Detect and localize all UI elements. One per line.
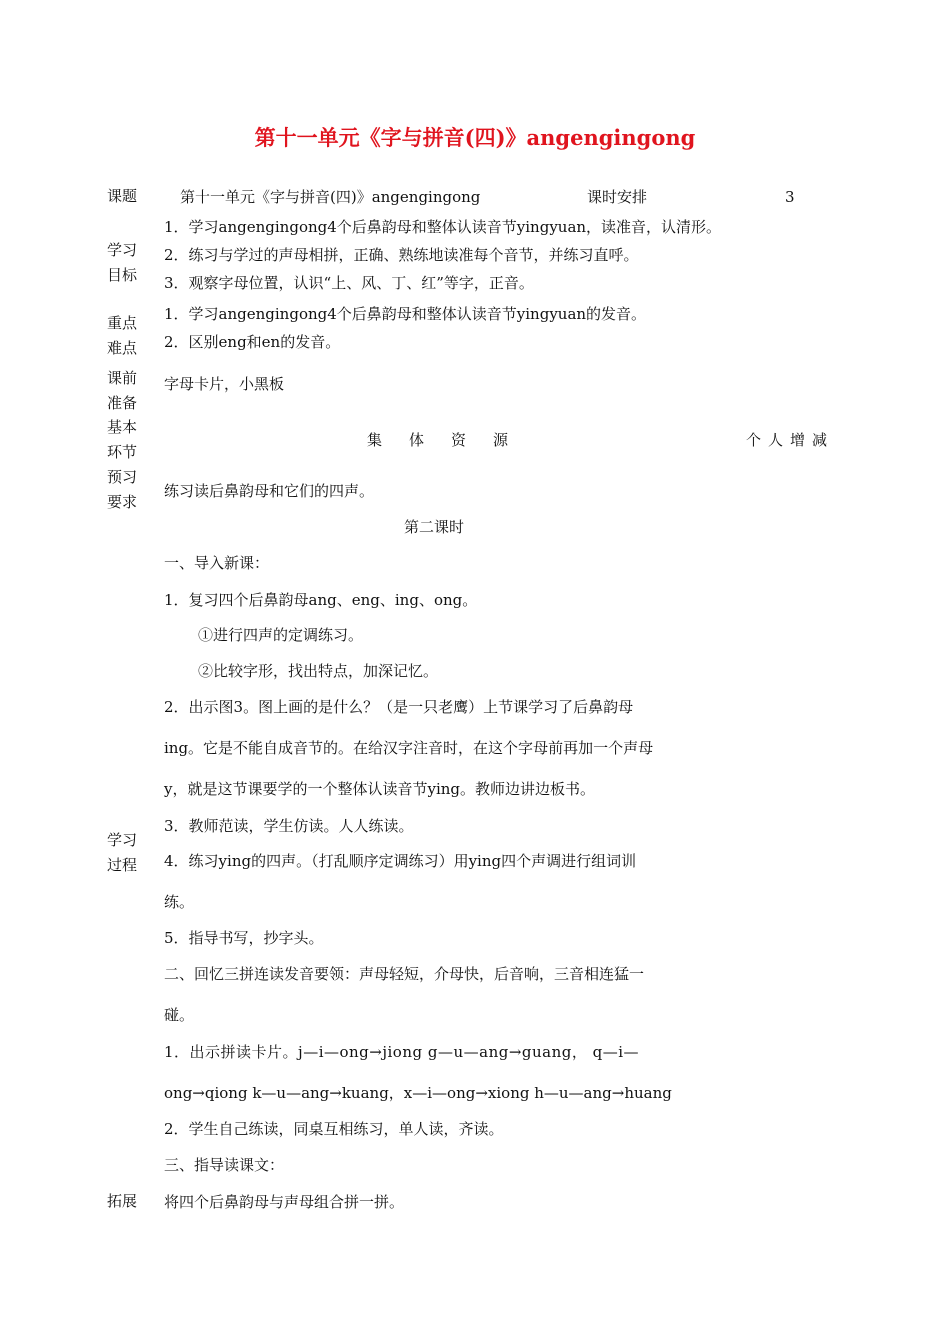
- basic-label-1: 基本: [107, 418, 138, 436]
- goal-item: 2．练习与学过的声母相拼，正确、熟练地读准每个音节，并练习直呼。: [164, 246, 639, 264]
- goal-item: 1．学习angengingong4个后鼻韵母和整体认读音节yingyuan，读准音，认清形。: [164, 218, 722, 236]
- process-line: 一、导入新课：: [164, 554, 270, 572]
- process-line: 2．学生自己练读，同桌互相练习，单人读，齐读。: [164, 1120, 504, 1138]
- process-line: ①进行四声的定调练习。: [198, 626, 364, 644]
- basic-label-2: 环节: [107, 443, 138, 461]
- preview-label-1: 预习: [107, 468, 138, 486]
- process-line: 1．出示拼读卡片。j—i—ong→jiong g—u—ang→guang， q—i—: [164, 1043, 640, 1061]
- prep-text: 字母卡片，小黑板: [164, 375, 285, 393]
- process-line: 三、指导读课文：: [164, 1156, 285, 1174]
- process-label-1: 学习: [107, 831, 138, 849]
- column-collective-char: 集: [367, 431, 383, 449]
- keypoints-label-2: 难点: [107, 339, 138, 357]
- process-label-2: 过程: [107, 856, 138, 874]
- process-line: 5．指导书写，抄字头。: [164, 929, 324, 947]
- goals-label-2: 目标: [107, 266, 138, 284]
- preview-label-2: 要求: [107, 493, 138, 511]
- keypoint-item: 2．区别eng和en的发音。: [164, 333, 341, 351]
- keypoints-label-1: 重点: [107, 314, 138, 332]
- process-line: 碰。: [164, 1006, 195, 1024]
- keypoint-item: 1．学习angengingong4个后鼻韵母和整体认读音节yingyuan的发音。: [164, 305, 647, 323]
- process-line: 二、回忆三拼连读发音要领：声母轻短，介母快，后音响，三音相连猛一: [164, 965, 645, 983]
- preview-text: 练习读后鼻韵母和它们的四声。: [164, 482, 375, 500]
- course-value: 第十一单元《字与拼音(四)》angengingong: [180, 188, 481, 206]
- extend-label: 拓展: [107, 1192, 138, 1210]
- goal-item: 3．观察字母位置，认识“上、风、丁、红”等字，正音。: [164, 274, 534, 292]
- column-collective-char: 源: [493, 431, 509, 449]
- process-line: 2．出示图3。图上画的是什么？（是一只老鹰）上节课学习了后鼻韵母: [164, 698, 634, 716]
- schedule-value: 3: [785, 188, 795, 206]
- process-line: ing。它是不能自成音节的。在给汉字注音时，在这个字母前再加一个声母: [164, 739, 654, 757]
- column-personal: 个人增减: [746, 431, 835, 449]
- prep-label-1: 课前: [107, 369, 138, 387]
- process-line: 3．教师范读，学生仿读。人人练读。: [164, 817, 414, 835]
- document-title: 第十一单元《字与拼音(四)》angengingong: [254, 125, 696, 150]
- column-collective-char: 体: [409, 431, 425, 449]
- process-line: y，就是这节课要学的一个整体认读音节ying。教师边讲边板书。: [164, 780, 596, 798]
- process-line: 练。: [164, 893, 195, 911]
- extend-text: 将四个后鼻韵母与声母组合拼一拼。: [164, 1193, 405, 1211]
- lesson-title: 第二课时: [404, 518, 465, 536]
- schedule-label: 课时安排: [587, 188, 648, 206]
- process-line: 4．练习ying的四声。（打乱顺序定调练习）用ying四个声调进行组词训: [164, 852, 637, 870]
- course-label: 课题: [107, 187, 138, 205]
- process-line: 1．复习四个后鼻韵母ang、eng、ing、ong。: [164, 591, 478, 609]
- prep-label-2: 准备: [107, 394, 138, 412]
- process-line: ②比较字形，找出特点，加深记忆。: [198, 662, 439, 680]
- column-collective-char: 资: [451, 431, 467, 449]
- process-line: ong→qiong k—u—ang→kuang，x—i—ong→xiong h—u—ang→huang: [164, 1084, 672, 1102]
- goals-label-1: 学习: [107, 241, 138, 259]
